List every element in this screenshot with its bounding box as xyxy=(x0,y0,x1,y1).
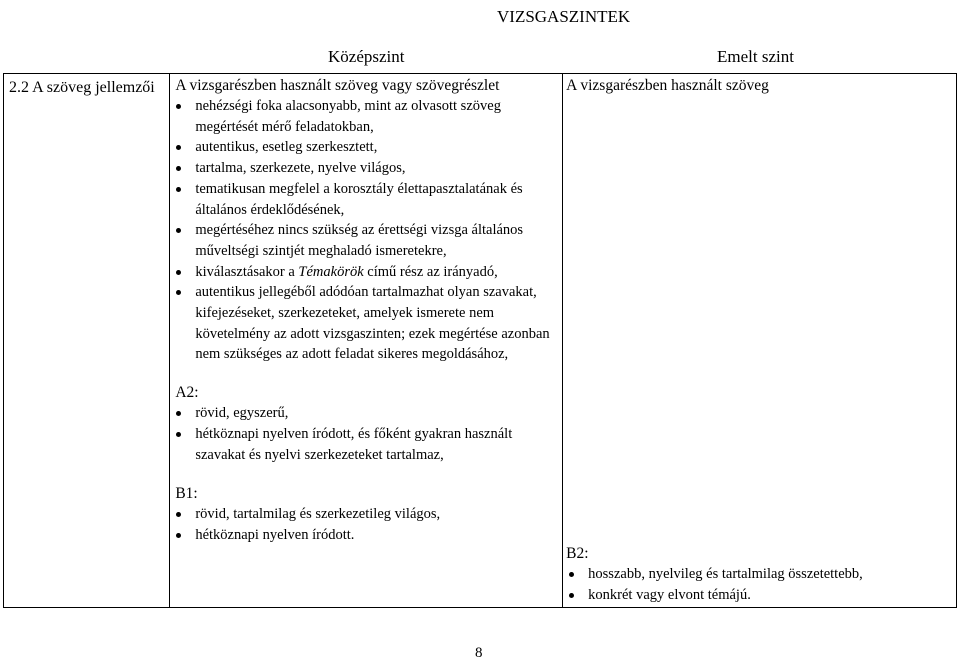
a2-label: A2: xyxy=(175,384,199,402)
advanced-cell-content xyxy=(563,74,956,607)
list-item: hétköznapi nyelven íródott, és főként gyakran használt szavakat és nyelvi szerkezeteket tartalmaz, xyxy=(170,424,562,465)
topics-emphasis: Témakörök xyxy=(298,263,364,280)
list-item: hétköznapi nyelven íródott. xyxy=(170,525,562,546)
list-item: autentikus, esetleg szerkesztett, xyxy=(170,137,562,158)
list-item: hosszabb, nyelvileg és tartalmilag összetettebb, xyxy=(563,564,956,585)
list-item: autentikus jellegéből adódóan tartalmazhat olyan szavakat, kifejezéseket, szerkezeteket, amelyek ismerete nem követelmény az adott vizsgaszinten; ezek megértése azonban nem szükséges az adott feladat sikeres megoldásához, xyxy=(170,282,562,365)
b1-block xyxy=(170,484,562,545)
b2-block xyxy=(563,544,956,605)
intermediate-bullet-list xyxy=(170,96,562,365)
b1-label: B1: xyxy=(175,485,198,503)
column-header-intermediate: Középszint xyxy=(328,47,405,66)
list-item: tematikusan megfelel a korosztály élettapasztalatának és általános érdeklődésének, xyxy=(170,179,562,220)
topics-text-before: kiválasztásakor a xyxy=(195,263,299,280)
column-header-advanced: Emelt szint xyxy=(717,47,794,66)
list-item: rövid, tartalmilag és szerkezetileg világos, xyxy=(170,504,562,525)
list-item: konkrét vagy elvont témájú. xyxy=(563,585,956,606)
row-label: 2.2 A szöveg jellemzői xyxy=(9,79,155,96)
b2-label: B2: xyxy=(566,545,589,562)
page-number: 8 xyxy=(475,645,483,661)
table-row xyxy=(4,74,957,608)
intermediate-intro: A vizsgarészben használt szöveg vagy szövegrészlet xyxy=(175,77,500,94)
advanced-intro: A vizsgarészben használt szöveg xyxy=(566,77,769,94)
row-label-cell xyxy=(4,74,170,608)
page-heading: VIZSGASZINTEK xyxy=(497,7,631,26)
list-item: rövid, egyszerű, xyxy=(170,403,562,424)
a2-bullet-list xyxy=(170,403,562,465)
requirements-table xyxy=(3,73,957,608)
list-item: megértéséhez nincs szükség az érettségi vizsga általános műveltségi szintjét meghaladó ismeretekre, xyxy=(170,220,562,261)
b2-bullet-list xyxy=(563,564,956,605)
list-item: nehézségi foka alacsonyabb, mint az olvasott szöveg megértését mérő feladatokban, xyxy=(170,96,562,137)
a2-block xyxy=(170,383,562,465)
list-item: tartalma, szerkezete, nyelve világos, xyxy=(170,158,562,179)
topics-text-after: című rész az irányadó, xyxy=(363,263,498,280)
advanced-cell xyxy=(563,74,957,608)
intermediate-cell xyxy=(170,74,563,608)
list-item-topics xyxy=(170,262,562,283)
b1-bullet-list xyxy=(170,504,562,545)
